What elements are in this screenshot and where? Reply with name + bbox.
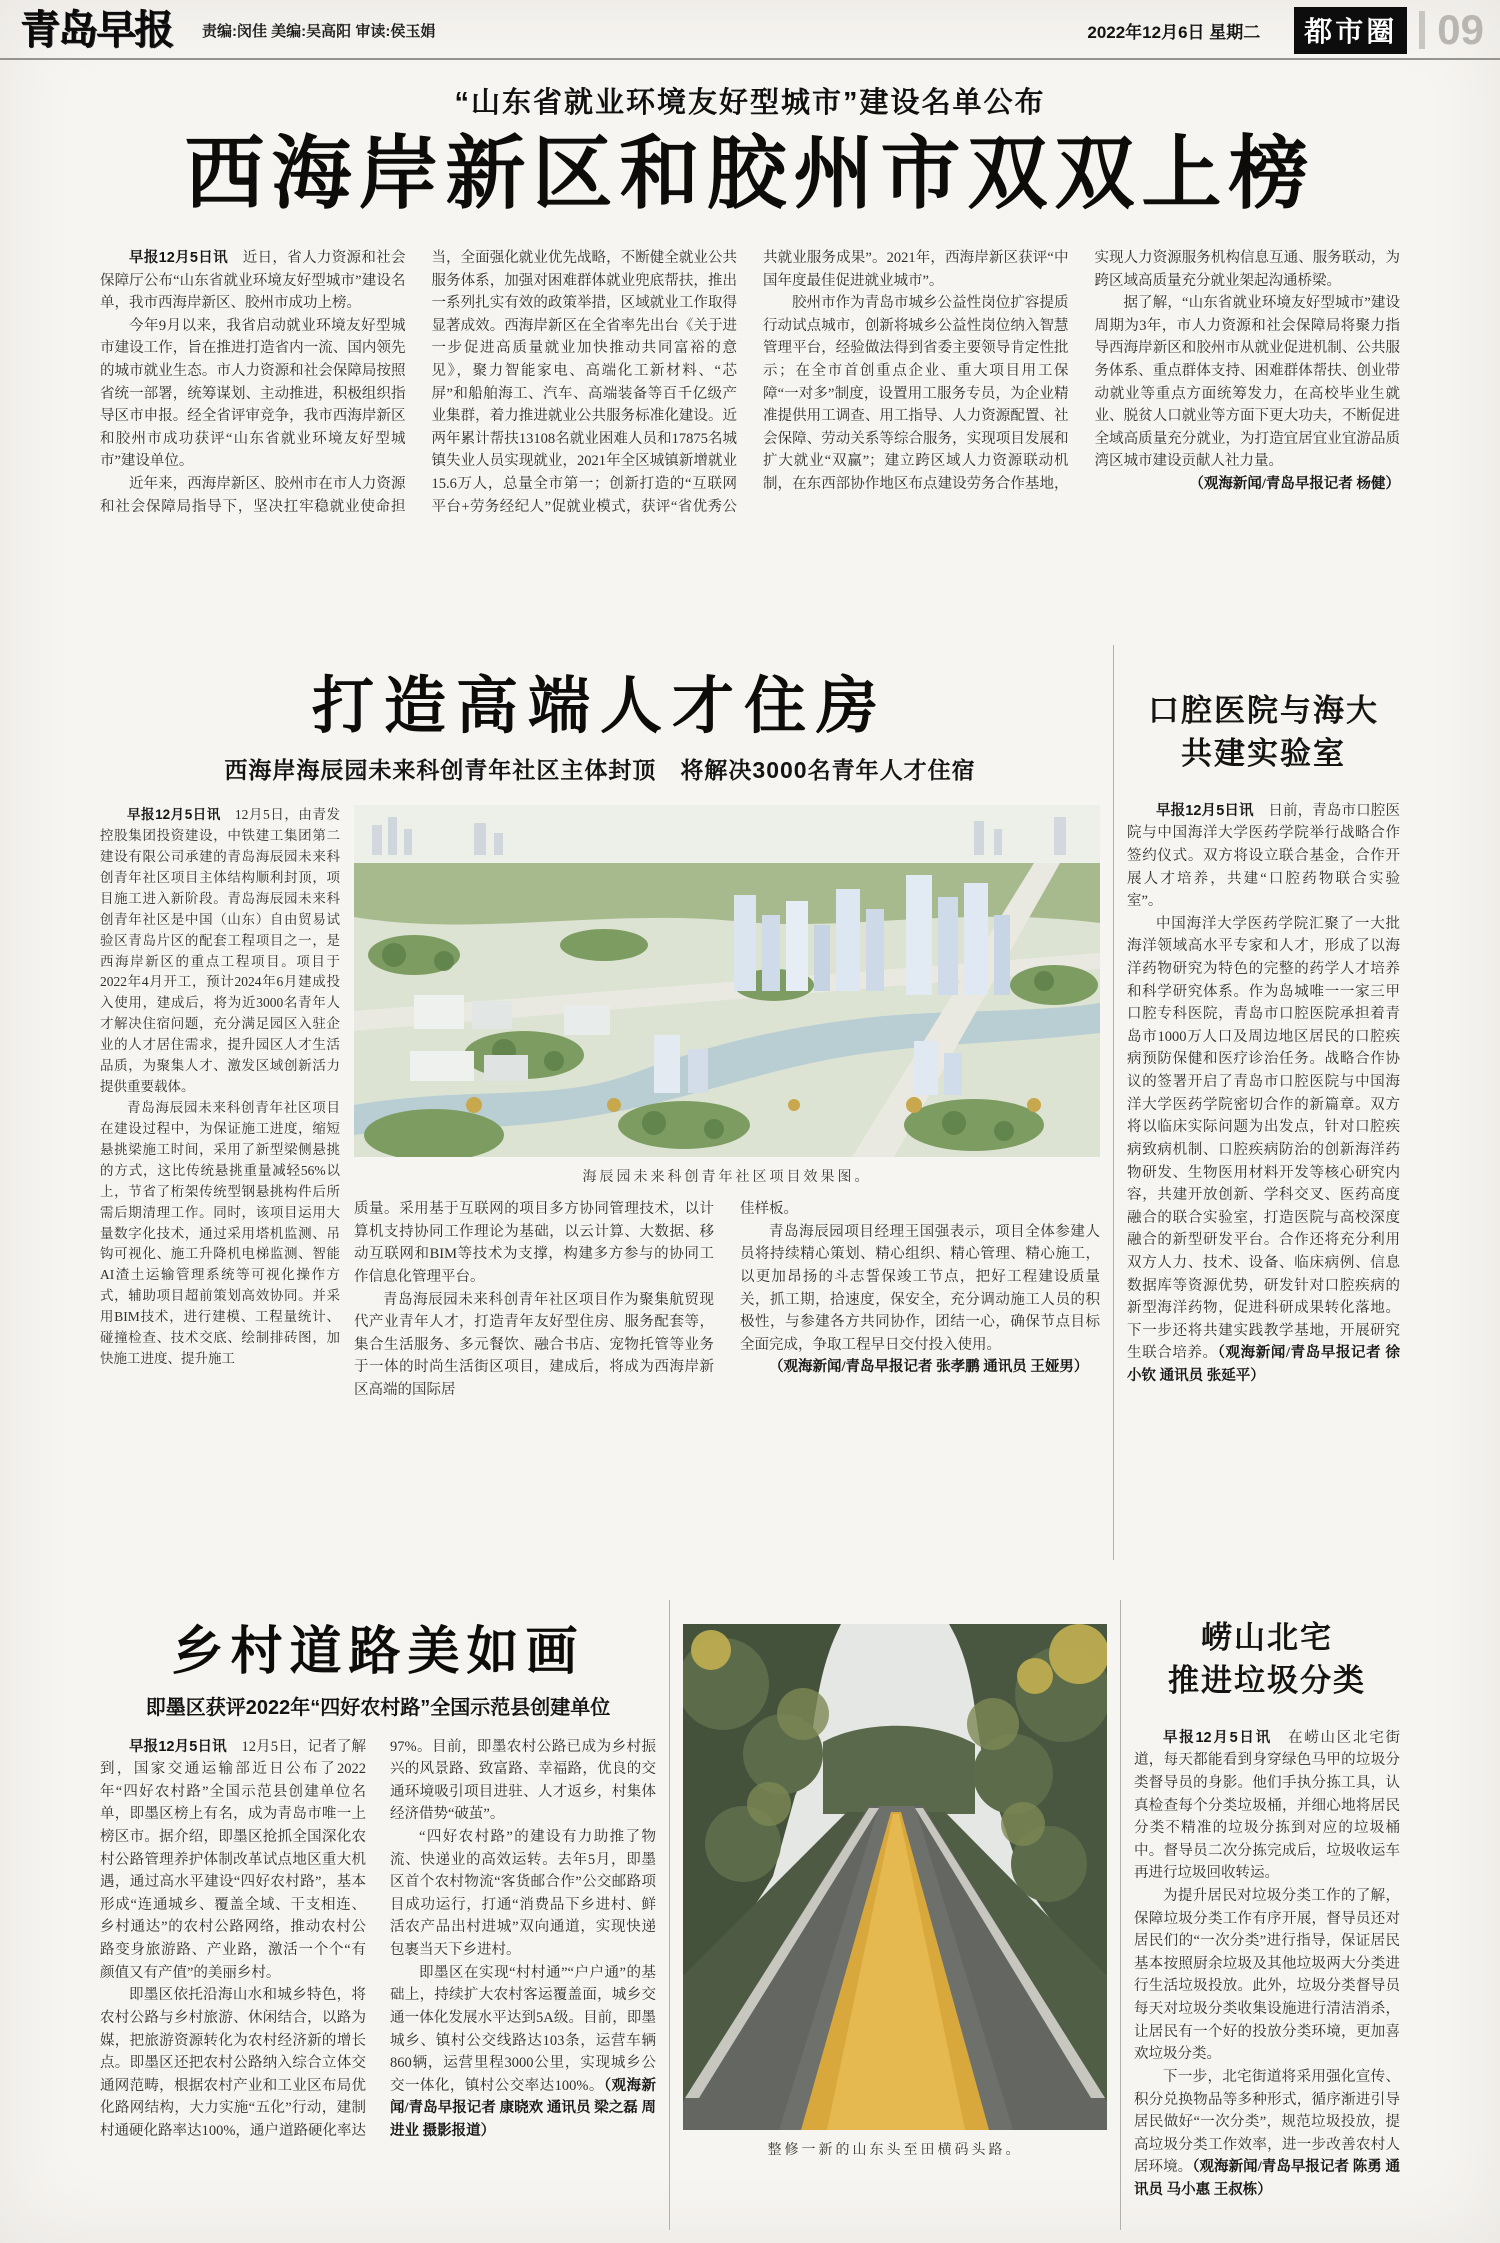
- byline: （观海新闻/青岛早报记者 康晓欢 通讯员 梁之磊 周进业 摄影报道）: [390, 2077, 657, 2139]
- roads-subhead: 即墨区获评2022年“四好农村路”全国示范县创建单位: [145, 1696, 611, 1719]
- column-rule: [1113, 645, 1114, 1560]
- lead-body-columns: [100, 247, 1400, 518]
- paragraph: 今年9月以来，我省启动就业环境友好型城市建设工作，旨在推进打造省内一流、国内领先的城市就业生态。市人力资源和社会保障局按照省统一部署，统筹谋划、主动推进，积极组织指导区市申报。经全省评审竞争，我市西海岸新区和胶州市成功获评“山东省就业环境友好型城市”建设单位。: [100, 317, 406, 470]
- paragraph: （观海新闻/青岛早报记者 杨健）: [1189, 476, 1400, 493]
- issue-date: 2022年12月6日 星期二: [1087, 22, 1261, 42]
- paragraph: 胶州市作为青岛市城乡公益性岗位扩容提质行动试点城市，创新将城乡公益性岗位纳入智慧管理平台，经验做法得到省委主要领导肯定性批示；在全市首创重点企业、重大项目用工保障“一对多”制度，设置用工服务专员，为企业精准提供用工调查、用工指导、人力资源配置、社会保障、劳动关系等综合服务，实现项目发展和扩大就业“双赢”；建立跨区域人力资源联动机制，在东西部协作地区布点建设劳务合作基地，实现人力资源服务机构信息互通、服务联动，为跨区域高质量充分就业架起沟通桥梁。: [763, 250, 1400, 493]
- newspaper-logo: 青岛早报: [20, 7, 172, 52]
- paragraph: 即墨区依托沿海山水和城乡特色，将农村公路与乡村旅游、休闲结合，以路为媒，把旅游资源转化为农村经济新的增长点。即墨区还把农村公路纳入综合立体交通网范畴，根据农村产业和工业区布局优化路网结构，大力实施“五化”行动，建制村通硬化路率达100%，通户道路硬化率达97%。目前，即墨农村公路已成为乡村振兴的风景路、致富路、幸福路，优良的交通环境吸引项目进驻、人才返乡，村集体经济借势“破茧”。: [100, 1738, 656, 2139]
- dental-headline-line2: 共建实验室: [1181, 736, 1346, 772]
- waste-headline-line1: 崂山北宅: [1201, 1620, 1333, 1655]
- masthead-right: [1087, 7, 1484, 54]
- lead-kicker: “山东省就业环境友好型城市”建设名单公布: [454, 87, 1046, 119]
- photo2-distant-trees: [823, 1726, 975, 1814]
- roads-body-columns: [100, 1736, 656, 2143]
- middle-section: [100, 645, 1400, 1560]
- paragraph-lead: 早报12月5日讯: [129, 1738, 242, 1755]
- paragraph: 青岛海辰园项目经理王国强表示，项目全体参建人员将持续精心策划、精心组织、精心管理、精心施工，以更加昂扬的斗志誓保竣工节点，把好工程建设质量关，抓工期，拾速度，保安全，充分调动施工人员的积极性，与参建各方共同协作，团结一心，确保节点目标全面完成，争取工程早日交付投入使用。: [740, 1223, 1100, 1353]
- road-photo: [683, 1624, 1107, 2130]
- housing-photo-caption: 海辰园未来科创青年社区项目效果图。: [582, 1170, 872, 1186]
- paragraph: 早报12月5日讯 12月5日，记者了解到，国家交通运输部近日公布了2022年“四好农村路”全国示范县创建单位名单，即墨区榜上有名，成为青岛市唯一上榜区市。据介绍，即墨区抢抓全国深化农村公路管理养护体制改革试点地区重大机遇，通过高水平建设“四好农村路”，基本形成“连通城乡、覆盖全域、干支相连、乡村通达”的农村公路网络，推动农村公路变身旅游路、产业路，激活一个个“有颜值又有产值”的美丽乡村。: [100, 1738, 366, 1981]
- paragraph-lead: 早报12月5日讯: [1156, 802, 1269, 819]
- paragraph: 早报12月5日讯 日前，青岛市口腔医院与中国海洋大学医药学院举行战略合作签约仪式。双方将设立联合基金，合作开展人才培养，共建“口腔药物联合实验室”。: [1127, 802, 1400, 910]
- housing-photo-block: [354, 805, 1100, 1401]
- paragraph: 早报12月5日讯 在崂山区北宅街道，每天都能看到身穿绿色马甲的垃圾分类督导员的身影。他们手执分拣工具，认真检查每个分类垃圾桶，并细心地将居民分类不精准的垃圾分拣到对应的垃圾桶中。督导员二次分拣完成后，垃圾收运车再进行垃圾回收转运。: [1134, 1729, 1400, 1882]
- lead-story: [100, 80, 1400, 635]
- byline: （观海新闻/青岛早报记者 徐小钦 通讯员 张延平）: [1127, 1345, 1400, 1385]
- paragraph: 质量。采用基于互联网的项目多方协同管理技术，以计算机支持协同工作理论为基础，以云计算、大数据、移动互联网和BIM等技术为支撑，构建多方参与的协同工作信息化管理平台。: [354, 1201, 714, 1285]
- paragraph: 近年来，西海岸新区、胶州市在市人力资源和社会保障局指导下，坚决扛牢稳就业使命担当，全面强化就业优先战略，不断健全就业公共服务体系，加强对困难群体就业兜底帮扶，推出一系列扎实有效的政策举措，区域就业工作取得显著成效。西海岸新区在全省率先出台《关于进一步促进高质量就业加快推动共同富裕的意见》，聚力智能家电、高端化工新材料、“芯屏”和船舶海工、汽车、高端装备等百千亿级产业集群，着力推进就业公共服务标准化建设。近两年累计帮扶13108名就业困难人员和17875名城镇失业人员实现就业，2021年全区城镇新增就业15.6万人，总量全市第一；创新打造的“互联网平台+劳务经纪人”促就业模式，获评“省优秀公共就业服务成果”。2021年，西海岸新区获评“中国年度最佳促进就业城市”。: [100, 250, 1069, 515]
- aerial-rendering-photo: [354, 805, 1100, 1157]
- dental-headline-line1: 口腔医院与海大: [1148, 693, 1379, 728]
- bottom-section: [100, 1600, 1400, 2230]
- masthead: [20, 6, 1484, 54]
- paragraph: 即墨区在实现“村村通”“户户通”的基础上，持续扩大农村客运覆盖面，城乡交通一体化发展水平达到5A级。目前，即墨城乡、镇村公交线路达103条，运营车辆860辆，运营里程3000公里，实现城乡公交一体化，镇村公交率达100%。（观海新闻/青岛早报记者 康晓欢 通讯员 梁之磊 周进业 摄影报道）: [390, 1964, 657, 2139]
- editors-line: 责编:闵佳 美编:吴高阳 审读:侯玉娟: [202, 22, 436, 40]
- section-badge: 都市圈: [1294, 7, 1407, 54]
- waste-headline-line2: 推进垃圾分类: [1168, 1663, 1366, 1699]
- housing-middle-column: [354, 1198, 714, 1401]
- column-rule: [1120, 1600, 1121, 2230]
- waste-article: [1134, 1600, 1400, 2230]
- paragraph-lead: 早报12月5日讯: [1163, 1729, 1289, 1746]
- dental-article: [1127, 645, 1400, 1560]
- dental-headline: [1127, 689, 1400, 776]
- paragraph: 为提升居民对垃圾分类工作的了解，保障垃圾分类工作有序开展，督导员还对居民们的“一次分类”进行指导，保证居民基本按照厨余垃圾及其他垃圾两大分类进行生活垃圾投放。此外，垃圾分类督导员每天对垃圾分类收集设施进行清洁消杀，让居民有一个好的投放分类环境，更加喜欢垃圾分类。: [1134, 1888, 1400, 2063]
- waste-body: [1134, 1727, 1400, 2202]
- paragraph: 佳样板。: [740, 1201, 798, 1218]
- housing-lower-columns: [354, 1198, 1100, 1401]
- paragraph: （观海新闻/青岛早报记者 张孝鹏 通讯员 王娅男）: [769, 1359, 1089, 1376]
- paragraph: 中国海洋大学医药学院汇聚了一大批海洋领域高水平专家和人才，形成了以海洋药物研究为特色的完整的药学人才培养和科学研究体系。作为岛城唯一一家三甲口腔专科医院，青岛市口腔医院承担着青岛市1000万人口及周边地区居民的口腔疾病预防保健和医疗诊治任务。战略合作协议的签署开启了青岛市口腔医院与中国海洋大学医药学院密切合作的新篇章。双方将以临床实际问题为出发点，针对口腔疾病致病机制、口腔疾病防治的创新海洋药物研发、生物医用材料开发等核心研究内容，共建开放创新、学科交叉、医药高度融合的联合实验室，打造医院与高校深度融合的新型研发平台。合作还将充分利用双方人力、技术、设备、临床病例、信息数据库等资源优势，研发针对口腔疾病的新型海洋药物，促进科研成果转化落地。下一步还将共建实践教学基地，开展研究生联合培养。（观海新闻/青岛早报记者 徐小钦 通讯员 张延平）: [1127, 915, 1400, 1385]
- column-rule: [669, 1600, 670, 2230]
- masthead-divider-bar: [1419, 11, 1425, 49]
- roads-article: [100, 1600, 656, 2230]
- paragraph: 据了解，“山东省就业环境友好型城市”建设周期为3年，市人力资源和社会保障局将聚力指导西海岸新区和胶州市从就业促进机制、公共服务体系、重点群体支持、困难群体帮扶、创业带动就业等重点方面统筹发力，在高校毕业生就业、脱贫人口就业等方面下更大功夫，不断促进全域高质量充分就业，为打造宜居宜业宜游品质湾区城市建设贡献人社力量。: [1094, 295, 1400, 470]
- lead-headline: 西海岸新区和胶州市双双上榜: [184, 131, 1316, 219]
- paragraph: 早报12月5日讯 12月5日，由青发控股集团投资建设，中铁建工集团第二建设有限公司承建的青岛海辰园未来科创青年社区项目主体结构顺利封顶，项目施工进入新阶段。青岛海辰园未来科创青年社区是中国（山东）自由贸易试验区青岛片区的配套工程项目之一，是西海岸新区的重点工程项目。项目于2022年4月开工，预计2024年6月建成投入使用，建成后，将为近3000名青年人才解决住宿问题，充分满足园区入驻企业的人才居住需求，提升园区人才生活品质，为聚集人才、激发区域创新活力提供重要载体。: [100, 807, 341, 1095]
- photo1-haze: [354, 805, 1100, 863]
- road-photo-caption: 整修一新的山东头至田横码头路。: [767, 2143, 1023, 2158]
- paragraph: 下一步，北宅街道将采用强化宣传、积分兑换物品等多种形式，循序渐进引导居民做好“一次分类”，规范垃圾投放，提高垃圾分类工作效率，进一步改善农村人居环境。（观海新闻/青岛早报记者 陈勇 通讯员 马小惠 王叔栋）: [1134, 2068, 1400, 2198]
- road-photo-block: [683, 1600, 1107, 2230]
- paragraph-lead: 早报12月5日讯: [129, 250, 243, 266]
- housing-body-row: [100, 805, 1100, 1401]
- page-number: 09: [1437, 6, 1484, 53]
- dental-body: [1127, 800, 1400, 1388]
- housing-article: [100, 645, 1100, 1560]
- paragraph-lead: 早报12月5日讯: [127, 807, 235, 823]
- housing-subhead: 西海岸海辰园未来科创青年社区主体封顶 将解决3000名青年人才住宿: [224, 757, 976, 784]
- housing-left-column: [100, 805, 340, 1401]
- paragraph: “四好农村路”的建设有力助推了物流、快递业的高效运转。去年5月，即墨区首个农村物流“客货邮合作”公交邮路项目成功运行，打通“消费品下乡进村、鲜活农产品出村进城”双向通道，实现快递包裹当天下乡进村。: [390, 1829, 656, 1959]
- paragraph: 青岛海辰园未来科创青年社区项目作为聚集航贸现代产业青年人才，打造青年友好型住房、服务配套等，集合生活服务、多元餐饮、融合书店、宠物托管等业务于一体的时尚生活街区项目，建成后，将成为西海岸新区高端的国际居: [354, 1291, 714, 1398]
- housing-right-column: [740, 1198, 1100, 1401]
- masthead-rule: [0, 58, 1500, 60]
- photo1-green-belt: [354, 863, 1100, 924]
- byline: （观海新闻/青岛早报记者 陈勇 通讯员 马小惠 王叔栋）: [1134, 2159, 1400, 2198]
- paragraph: 青岛海辰园未来科创青年社区项目在建设过程中，为保证施工进度，缩短悬挑梁施工时间，采用了新型梁侧悬挑的方式，这比传统悬挑重量减轻56%以上，节省了桁架传统型钢悬挑构件后所需后期清理工作。同时，该项目运用大量数字化技术，通过采用塔机监测、吊钩可视化、施工升降机电梯监测、智能AI渣土运输管理系统等可视化操作方式，辅助项目超前策划高效协同。并采用BIM技术，进行建模、工程量统计、碰撞检查、技术交底、绘制排砖图，加快施工进度、提升施工: [100, 1100, 340, 1367]
- paragraph: 早报12月5日讯 近日，省人力资源和社会保障厅公布“山东省就业环境友好型城市”建设名单，我市西海岸新区、胶州市成功上榜。: [100, 250, 406, 312]
- roads-headline: 乡村道路美如画: [171, 1624, 585, 1681]
- masthead-left: [20, 7, 436, 52]
- waste-headline: [1134, 1616, 1400, 1703]
- housing-headline: 打造高端人才住房: [311, 673, 888, 741]
